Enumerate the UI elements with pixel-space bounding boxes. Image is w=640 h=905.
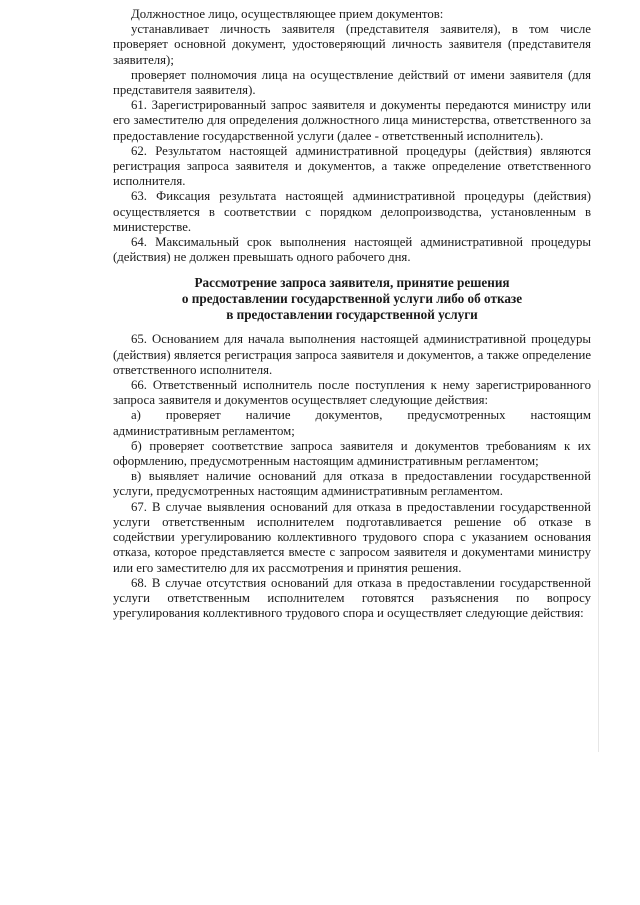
- list-item-v: в) выявляет наличие оснований для отказа в предоставлении государственной услуги, предусмотренных настоящим административным регламентом.: [113, 469, 591, 499]
- paragraph-68: 68. В случае отсутствия оснований для отказа в предоставлении государственной услуги ответственным исполнителем готовятся разъяснения по вопросу урегулирования коллективного трудового спора и осуществляет следующие действия:: [113, 575, 591, 621]
- heading-line: о предоставлении государственной услуги либо об отказе: [181, 291, 523, 307]
- paragraph-63: 63. Фиксация результата настоящей административной процедуры (действия) осуществляется в соответствии с порядком делопроизводства, установленным в министерстве.: [113, 189, 591, 234]
- paragraph-61: 61. Зарегистрированный запрос заявителя и документы передаются министру или его заместителю для определения должностного лица министерства, ответственного за предоставление государственной услуги (далее - ответственный исполнитель).: [113, 98, 591, 143]
- list-item-a: а) проверяет наличие документов, предусмотренных настоящим административным регламентом;: [113, 408, 591, 438]
- heading-line: в предоставлении государственной услуги: [226, 307, 478, 323]
- document-body: [113, 0, 591, 621]
- paragraph-67: 67. В случае выявления оснований для отказа в предоставлении государственной услуги ответственным исполнителем подготавливается решение об отказе в содействии урегулированию коллективного трудового спора с указанием основания отказа, которое представляется вместе с запросом заявителя и документами министру или его заместителю для их рассмотрения и принятия решения.: [113, 499, 591, 575]
- paragraph-62: 62. Результатом настоящей административной процедуры (действия) являются регистрация запроса заявителя и документов, а также определение ответственного исполнителя.: [113, 143, 591, 189]
- paragraph: Должностное лицо, осуществляющее прием документов:: [131, 7, 444, 21]
- paragraph: устанавливает личность заявителя (представителя заявителя), в том числе проверяет основной документ, удостоверяющий личность заявителя (представителя заявителя);: [113, 22, 591, 67]
- heading-line: Рассмотрение запроса заявителя, принятие решения: [194, 275, 510, 291]
- paragraph-64: 64. Максимальный срок выполнения настоящей административной процедуры (действия) не должен превышать одного рабочего дня.: [113, 235, 591, 265]
- scan-edge-line: [598, 380, 599, 752]
- list-item-b: б) проверяет соответствие запроса заявителя и документов требованиям к их оформлению, предусмотренным настоящим административным регламентом;: [113, 438, 591, 469]
- paragraph-65: 65. Основанием для начала выполнения настоящей административной процедуры (действия) является регистрация запроса заявителя и документов, а также определение ответственного исполнителя.: [113, 332, 591, 377]
- section-heading: [113, 275, 591, 323]
- paragraph: проверяет полномочия лица на осуществление действий от имени заявителя (для представителя заявителя).: [113, 67, 591, 98]
- paragraph-66: 66. Ответственный исполнитель после поступления к нему зарегистрированного запроса заявителя и документов осуществляет следующие действия:: [113, 378, 591, 408]
